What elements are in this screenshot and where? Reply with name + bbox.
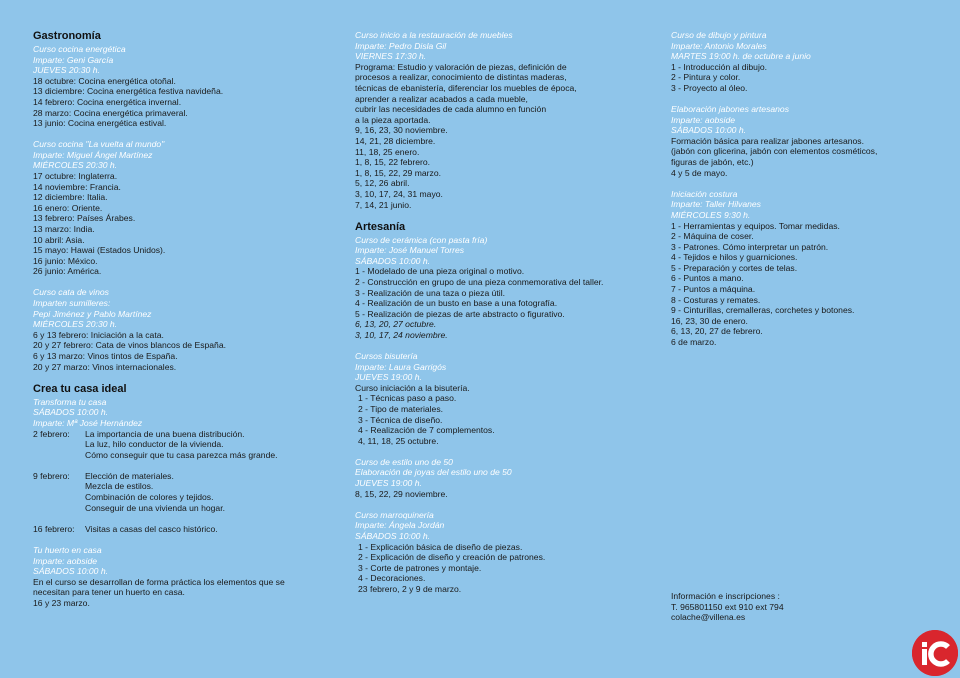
session-topic: Combinación de colores y tejidos. bbox=[85, 492, 214, 503]
course-header: Curso de dibujo y pintura bbox=[671, 30, 767, 40]
section-title-artesania: Artesanía bbox=[355, 220, 406, 233]
course-header: Curso cocina "La vuelta al mundo" bbox=[33, 139, 165, 150]
section-title-casa: Crea tu casa ideal bbox=[33, 382, 127, 395]
course-instructor: Imparte: Taller Hilvanes bbox=[671, 199, 761, 210]
description-line: Programa: Estudio y valoración de piezas, definición de bbox=[355, 61, 567, 72]
course-header: Elaboración de joyas del estilo uno de 50 bbox=[355, 467, 512, 478]
session-line: 2 - Construcción en grupo de una pieza conmemorativa del taller. bbox=[355, 276, 604, 287]
session-line: 10 abril: Asia. bbox=[33, 234, 85, 245]
date-row bbox=[33, 429, 333, 440]
contact-heading: Información e inscripciones : bbox=[671, 591, 780, 601]
session-line: 8 - Costuras y remates. bbox=[671, 294, 761, 305]
course-marroquineria bbox=[355, 510, 655, 595]
session-line: 6 y 13 febrero: Iniciación a la cata. bbox=[33, 329, 164, 340]
contact-email[interactable]: colache@villena.es bbox=[671, 612, 746, 623]
description-line: a la pieza aportada. bbox=[355, 114, 431, 125]
session-line: 7 - Puntos a máquina. bbox=[671, 284, 756, 295]
session-line: 16 y 23 marzo. bbox=[33, 597, 90, 608]
course-header: Iniciación costura bbox=[671, 188, 738, 199]
session-line: 23 febrero, 2 y 9 de marzo. bbox=[358, 583, 462, 594]
session-line: 5 - Realización de piezas de arte abstracto o figurativo. bbox=[355, 308, 565, 319]
session-line: 1, 8, 15, 22, 29 marzo. bbox=[355, 167, 441, 178]
course-header: Curso de estilo uno de 50 bbox=[355, 456, 453, 467]
session-line: 14, 21, 28 diciembre. bbox=[355, 135, 436, 146]
course-schedule: SÁBADOS 10:00 h. bbox=[33, 566, 108, 577]
course-instructor: Imparte: Ángela Jordán bbox=[355, 520, 445, 531]
course-instructor: Imparte: Miguel Ángel Martínez bbox=[33, 149, 153, 160]
session-date: 16 febrero: bbox=[33, 523, 75, 534]
course-huerto bbox=[33, 545, 333, 609]
session-line: 2 - Pintura y color. bbox=[671, 72, 741, 83]
description-line: técnicas de ebanistería, diferenciar los muebles de época, bbox=[355, 82, 577, 93]
course-header: Curso marroquinería bbox=[355, 509, 434, 520]
course-jabones bbox=[671, 104, 936, 178]
date-row bbox=[33, 524, 333, 535]
session-date: 9 febrero: bbox=[33, 470, 70, 481]
course-instructor: Imparte: Mª José Hernández bbox=[33, 417, 143, 428]
course-dibujo bbox=[671, 30, 936, 94]
session-line: 5, 12, 26 abril. bbox=[355, 178, 410, 189]
course-instructor: Imparte: Antonio Morales bbox=[671, 40, 767, 51]
session-line: 26 junio: América. bbox=[33, 266, 102, 277]
session-line: 4 y 5 de mayo. bbox=[671, 167, 728, 178]
course-instructor: Imparte: aobside bbox=[671, 114, 736, 125]
session-line: 1 - Modelado de una pieza original o motivo. bbox=[355, 266, 525, 277]
dates-line: 16, 23, 30 de enero. bbox=[671, 315, 748, 326]
session-line: 3, 10, 17, 24, 31 mayo. bbox=[355, 188, 443, 199]
session-line: 1 - Herramientas y equipos. Tomar medidas. bbox=[671, 220, 840, 231]
course-instructor: Imparte: Geni García bbox=[33, 54, 114, 65]
session-line: 13 marzo: India. bbox=[33, 224, 95, 234]
session-topic: Elección de materiales. bbox=[85, 470, 174, 481]
session-line: 20 y 27 febrero: Cata de vinos blancos de España. bbox=[33, 340, 227, 351]
course-vuelta-al-mundo bbox=[33, 139, 333, 277]
session-line: 1, 8, 15, 22 febrero. bbox=[355, 157, 431, 168]
session-line: 17 octubre: Inglaterra. bbox=[33, 171, 118, 182]
session-line: 14 noviembre: Francia. bbox=[33, 181, 121, 192]
course-estilo-50 bbox=[355, 457, 655, 499]
session-line: 14 febrero: Cocina energética invernal. bbox=[33, 96, 182, 107]
session-line: 11, 18, 25 enero. bbox=[355, 146, 420, 157]
session-line: 4 - Tejidos e hilos y guarniciones. bbox=[671, 252, 798, 263]
course-restauracion bbox=[355, 30, 655, 210]
description-line: (jabón con glicerina, jabón con elementos cosméticos, bbox=[671, 146, 878, 157]
session-line: 1 - Técnicas paso a paso. bbox=[358, 393, 457, 404]
session-line: 13 diciembre: Cocina energética festiva navideña. bbox=[33, 86, 224, 97]
course-header: Tu huerto en casa bbox=[33, 544, 102, 555]
session-line: 4 - Decoraciones. bbox=[358, 573, 426, 584]
column-right bbox=[671, 30, 936, 358]
session-line: 1 - Explicación básica de diseño de piezas. bbox=[358, 541, 523, 552]
course-schedule: SÁBADOS 10:00 h. bbox=[671, 125, 746, 136]
course-instructor: Imparte: Pedro Disla Gil bbox=[355, 40, 447, 51]
session-topic: Mezcla de estilos. bbox=[85, 481, 154, 492]
course-bisuteria bbox=[355, 351, 655, 446]
course-schedule: MIÉRCOLES 20:30 h. bbox=[33, 319, 118, 330]
course-schedule: SÁBADOS 10:00 h. bbox=[355, 530, 430, 541]
course-schedule: SÁBADOS 10:00 h. bbox=[33, 407, 108, 418]
contact-info bbox=[671, 591, 784, 623]
session-line: 4, 11, 18, 25 octubre. bbox=[358, 435, 439, 446]
description-line: procesos a realizar, conocimiento de distintas maderas, bbox=[355, 72, 567, 83]
course-schedule: MIÉRCOLES 9:30 h. bbox=[671, 209, 751, 220]
course-header: Transforma tu casa bbox=[33, 396, 107, 407]
session-line: 6 - Puntos a mano. bbox=[671, 273, 744, 284]
description-line: En el curso se desarrollan de forma práctica los elementos que se bbox=[33, 576, 285, 587]
session-line: 20 y 27 marzo: Vinos internacionales. bbox=[33, 361, 177, 372]
session-line: 3 - Proyecto al óleo. bbox=[671, 82, 748, 93]
session-line: 13 junio: Cocina energética estival. bbox=[33, 118, 167, 129]
session-line: 7, 14, 21 junio. bbox=[355, 199, 412, 210]
course-schedule: JUEVES 19:00 h. bbox=[355, 372, 422, 383]
session-line: 3 - Técnica de diseño. bbox=[358, 414, 443, 425]
session-line: 8, 15, 22, 29 noviembre. bbox=[355, 488, 448, 499]
course-cata-vinos bbox=[33, 287, 333, 372]
description-line: cubrir las necesidades de cada alumno en función bbox=[355, 104, 547, 115]
session-line: 28 marzo: Cocina energética primaveral. bbox=[33, 107, 188, 118]
session-line: 15 mayo: Hawai (Estados Unidos). bbox=[33, 245, 166, 256]
description-line: necesitan para tener un huerto en casa. bbox=[33, 587, 185, 598]
dates-line: 3, 10, 17, 24 noviembre. bbox=[355, 329, 448, 340]
brand-logo bbox=[912, 630, 958, 676]
session-line: 3 - Realización de una taza o pieza útil. bbox=[355, 287, 506, 298]
course-header: Curso inicio a la restauración de muebles bbox=[355, 30, 513, 40]
course-header: Curso cocina energética bbox=[33, 44, 126, 54]
session-topic: La importancia de una buena distribución. bbox=[85, 428, 245, 439]
session-line: 3 - Corte de patrones y montaje. bbox=[358, 562, 482, 573]
session-line: 18 octubre: Cocina energética otoñal. bbox=[33, 75, 176, 86]
session-line: 4 - Realización de 7 complementos. bbox=[358, 425, 495, 436]
section-title-gastronomia: Gastronomía bbox=[33, 30, 101, 42]
session-line: 4 - Realización de un busto en base a una fotografía. bbox=[355, 298, 558, 309]
course-transforma-casa bbox=[33, 397, 333, 535]
course-instructor: Imparte: aobside bbox=[33, 555, 98, 566]
contact-phone[interactable]: T. 965801150 ext 910 ext 794 bbox=[671, 601, 784, 612]
dates-line: 6, 13, 20, 27 de febrero. bbox=[671, 326, 763, 337]
logo-icon bbox=[912, 630, 958, 676]
course-costura bbox=[671, 189, 936, 348]
dates-line: 6 de marzo. bbox=[671, 337, 717, 348]
course-instructor: Imparte: José Manuel Torres bbox=[355, 245, 465, 256]
description-line: figuras de jabón, etc.) bbox=[671, 157, 754, 168]
course-instructor: Pepi Jiménez y Pablo Martínez bbox=[33, 308, 152, 319]
session-line: 1 - Introducción al dibujo. bbox=[671, 61, 768, 72]
session-line: 5 - Preparación y cortes de telas. bbox=[671, 262, 798, 273]
column-left bbox=[33, 30, 333, 619]
session-line: 3 - Patrones. Cómo interpretar un patrón. bbox=[671, 241, 829, 252]
date-row bbox=[33, 471, 333, 482]
session-topic: Cómo conseguir que tu casa parezca más grande. bbox=[85, 449, 278, 460]
session-line: 13 febrero: Países Árabes. bbox=[33, 213, 136, 224]
course-ceramica bbox=[355, 235, 655, 341]
course-instructor: Imparte: Laura Garrigós bbox=[355, 361, 447, 372]
session-line: 16 junio: México. bbox=[33, 255, 98, 266]
dates-line: 6, 13, 20, 27 octubre. bbox=[355, 319, 437, 330]
course-header: Curso de cerámica (con pasta fría) bbox=[355, 234, 488, 245]
session-topic: Conseguir de una vivienda un hogar. bbox=[85, 502, 225, 513]
session-topic: La luz, hilo conductor de la vivienda. bbox=[85, 439, 224, 450]
course-header: Elaboración jabones artesanos bbox=[671, 104, 790, 115]
course-header: Cursos bisutería bbox=[355, 351, 418, 362]
session-line: Curso iniciación a la bisutería. bbox=[355, 382, 470, 393]
session-line: 2 - Máquina de coser. bbox=[671, 231, 754, 242]
description-line: Formación básica para realizar jabones artesanos. bbox=[671, 135, 864, 146]
session-topic: Visitas a casas del casco histórico. bbox=[85, 523, 218, 534]
session-date: 2 febrero: bbox=[33, 428, 70, 439]
description-line: aprender a realizar acabados a cada mueble, bbox=[355, 93, 528, 104]
course-schedule: MARTES 19:00 h. de octubre a junio bbox=[671, 51, 811, 62]
course-schedule: SÁBADOS 10:00 h. bbox=[355, 255, 430, 266]
course-schedule: JUEVES 19:00 h. bbox=[355, 478, 422, 489]
course-cocina-energetica bbox=[33, 44, 333, 129]
session-line: 2 - Explicación de diseño y creación de patrones. bbox=[358, 552, 546, 563]
course-schedule: JUEVES 20:30 h. bbox=[33, 65, 100, 76]
session-line: 2 - Tipo de materiales. bbox=[358, 404, 444, 414]
session-line: 9, 16, 23, 30 noviembre. bbox=[355, 125, 448, 136]
session-line: 12 diciembre: Italia. bbox=[33, 192, 108, 203]
column-middle bbox=[355, 30, 655, 605]
session-line: 9 - Cinturillas, cremalleras, corchetes y botones. bbox=[671, 305, 855, 316]
course-schedule: VIERNES 17:30 h. bbox=[355, 51, 427, 62]
session-line: 16 enero: Oriente. bbox=[33, 202, 103, 213]
course-header: Curso cata de vinos bbox=[33, 287, 109, 298]
course-schedule: MIÉRCOLES 20:30 h. bbox=[33, 160, 118, 171]
course-instructor: Imparten sumilleres: bbox=[33, 298, 111, 309]
session-line: 6 y 13 marzo: Vinos tintos de España. bbox=[33, 351, 178, 362]
